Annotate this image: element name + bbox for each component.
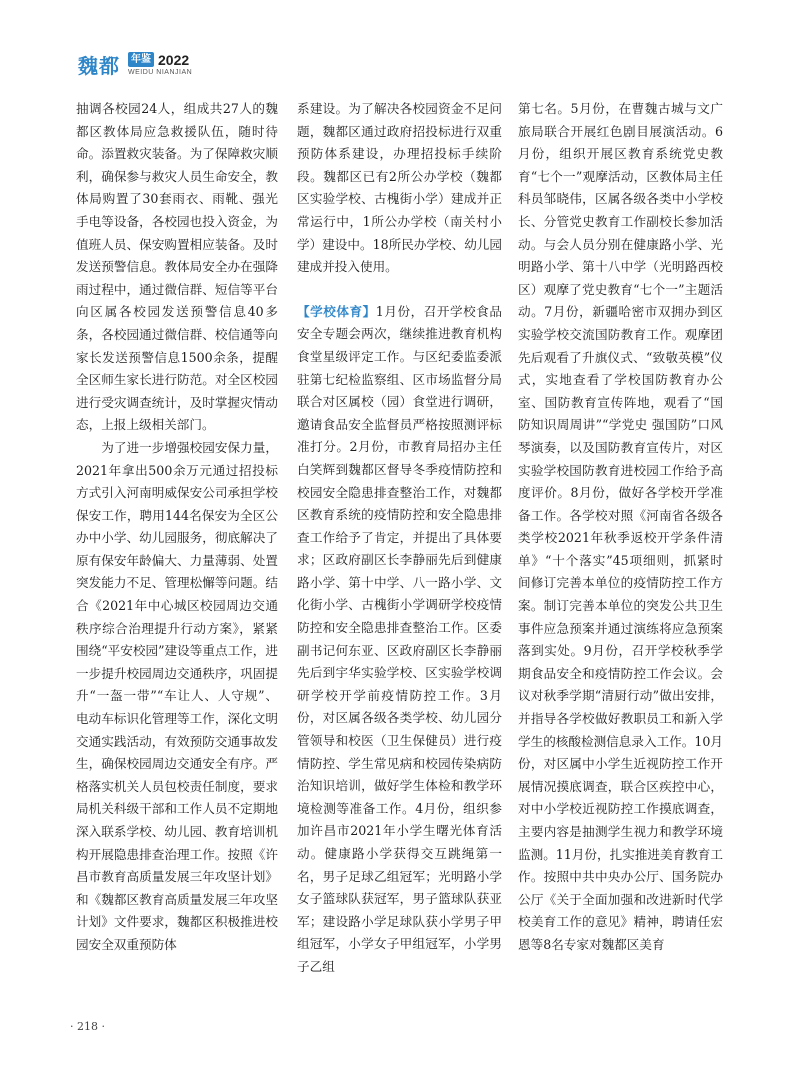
logo-year: 2022 <box>158 52 190 68</box>
paragraph: 为了进一步增强校园安保力量，2021年拿出500余万元通过招投标方式引入河南明威保安公司承担学校保安工作，聘用144名保安为全区公办中小学、幼儿园服务，彻底解决了原有保安年龄偏大、力量薄弱、处置突发能力不足、管理松懈等问题。结合《2021年中心城区校园周边交通秩序综合治理提升行动方案》，紧紧围绕“平安校园”建设等重点工作，进一步提升校园周边交通秩序，巩固提升“一盔一带”“车让人、人守规”、电动车标识化管理等工作，深化文明交通实践活动，有效预防交通事故发生，确保校园周边交通安全有序。严格落实机关人员包校责任制度，要求局机关科级干部和工作人员不定期地深入联系学校、幼儿园、教育培训机构开展隐患排查治理工作。按照《许昌市教育高质量发展三年攻坚计划》和《魏都区教育高质量发展三年攻坚计划》文件要求，魏都区积极推进校园安全双重预防体 <box>76 439 278 952</box>
text-column-middle <box>297 98 502 1028</box>
logo-badge: 年鉴 <box>128 52 154 67</box>
logo-subtitle: WEIDU NIANJIAN <box>128 69 193 76</box>
section-paragraph <box>297 301 502 979</box>
section-body: 1月份，召开学校食品安全专题会两次，继续推进教育机构食堂星级评定工作。与区纪委监委派驻第七纪检监察组、区市场监督分局联合对区属校（园）食堂进行调研，邀请食品安全监督员严格按照测评标准打分。2月份，市教育局招办主任白笑辉到魏都区督导冬季疫情防控和校园安全隐患排查整治工作，对魏都区教育系统的疫情防控和安全隐患排查工作给予了肯定，并提出了具体要求；区政府副区长李静丽先后到健康路小学、第十中学、八一路小学、文化街小学、古槐街小学调研学校疫情防控和安全隐患排查整治工作。区委副书记何东亚、区政府副区长李静丽先后到宇华实验学校、区实验学校调研学校开学前疫情防控工作。3月份，对区属各级各类学校、幼儿园分管领导和校医（卫生保健员）进行疫情防控、学生常见病和校园传染病防治知识培训，做好学生体检和教学环境检测等准备工作。4月份，组织参加许昌市2021年小学生曙光体育活动。健康路小学获得交互跳绳第一名，男子足球乙组冠军；光明路小学女子篮球队获冠军，男子篮球队获亚军；建设路小学足球队获小学男子甲组冠军，小学女子甲组冠军，小学男子乙组 <box>297 303 502 974</box>
page-number: · 218 · <box>70 1020 105 1033</box>
text-column-left <box>76 98 278 1028</box>
page-header <box>78 50 278 86</box>
logo-title: 魏都 <box>78 54 120 78</box>
paragraph: 第七名。5月份，在曹魏古城与文广旅局联合开展红色剧目展演活动。6月份，组织开展区教育系统党史教育“七个一”观摩活动，区教体局主任科员邹晓伟，区属各级各类中小学校长、分管党史教育工作副校长参加活动。与会人员分别在健康路小学、光明路小学、第十八中学（光明路西校区）观摩了党史教育“七个一”主题活动。7月份，新疆哈密市双拥办到区实验学校交流国防教育工作。观摩团先后观看了升旗仪式、“致敬英模”仪式，实地查看了学校国防教育办公室、国防教育宣传阵地，观看了“国防知识周周讲”“学党史 强国防”口风琴演奏，以及国防教育宣传片，对区实验学校国防教育进校园工作给予高度评价。8月份，做好各学校开学准备工作。各学校对照《河南省各级各类学校2021年秋季返校开学条件清单》“十个落实”45项细则，抓紧时间修订完善本单位的疫情防控工作方案。制订完善本单位的突发公共卫生事件应急预案并通过演练将应急预案落到实处。9月份，召开学校秋季学期食品安全和疫情防控工作会议。会议对秋季学期“清厨行动”做出安排，并指导各学校做好教职员工和新入学学生的核酸检测信息录入工作。10月份，对区属中小学生近视防控工作开展情况摸底调查，联合区疾控中心，对中小学校近视防控工作摸底调查，主要内容是抽测学生视力和教学环境监测。11月份，扎实推进美育教育工作。按照中共中央办公厅、国务院办公厅《关于全面加强和改进新时代学校美育工作的意见》精神，聘请任宏恩等8名专家对魏都区美育 <box>518 101 723 952</box>
paragraph: 抽调各校园24人，组成共27人的魏都区教体局应急救援队伍，随时待命。添置救灾装备。为了保障救灾顺利，确保参与救灾人员生命安全，教体局购置了30套雨衣、雨靴、强光手电等设备，各校园也投入资金，为值班人员、保安购置相应装备。及时发送预警信息。教体局安全办在强降雨过程中，通过微信群、短信等平台向区属各校园发送预警信息40多条，各校园通过微信群、校信通等向家长发送预警信息1500余条，提醒全区师生家长进行防范。对全区校园进行受灾调查统计，及时掌握灾情动态，上报上级相关部门。 <box>76 101 278 433</box>
text-column-right <box>518 98 723 1028</box>
paragraph: 系建设。为了解决各校园资金不足问题，魏都区通过政府招投标进行双重预防体系建设，办理招投标手续阶段。魏都区已有2所公办学校（魏都区实验学校、古槐街小学）建成并正常运行中，1所公办学校（南关村小学）建设中。18所民办学校、幼儿园建成并投入使用。 <box>297 101 502 275</box>
section-title: 【学校体育】 <box>297 303 376 319</box>
